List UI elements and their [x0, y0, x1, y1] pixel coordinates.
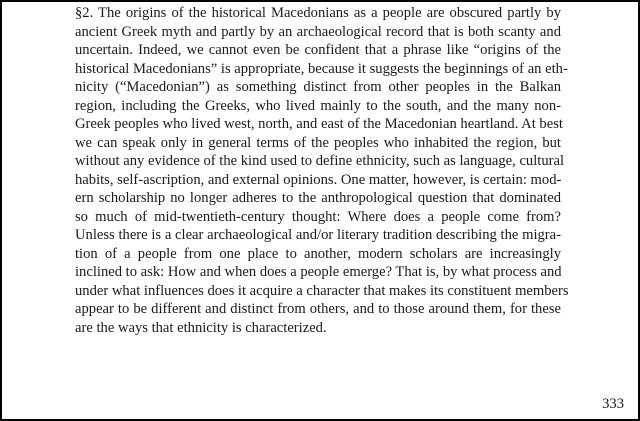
- text-line: are the ways that ethnicity is characterized.: [75, 319, 327, 336]
- text-line: habits, self-ascription, and external opinions. One matter, however, is certain: mod-: [75, 171, 562, 188]
- text-line: ern scholarship no longer adheres to the anthropological question that dominated: [75, 190, 561, 206]
- text-line: we can speak only in general terms of the peoples who inhabited the region, but: [75, 134, 561, 151]
- text-line: inclined to ask: How and when does a people emerge? That is, by what process and: [75, 264, 562, 280]
- text-line: nicity (“Macedonian”) as something distinct from other peoples in the Balkan: [75, 79, 561, 95]
- text-line: tion of a people from one place to another, modern scholars are increasingly: [75, 245, 561, 262]
- text-line: so much of mid-twentieth-century thought: Where does a people come from?: [75, 208, 561, 225]
- page-number: 333: [602, 396, 624, 412]
- text-line: without any evidence of the kind used to define ethnicity, such as language, cultural: [75, 153, 565, 169]
- body-paragraph: [75, 4, 569, 337]
- text-line: historical Macedonians” is appropriate, because it suggests the beginnings of an eth-: [75, 60, 568, 77]
- text-line: uncertain. Indeed, we cannot even be confident that a phrase like “origins of the: [75, 42, 561, 58]
- text-line: Greek peoples who lived west, north, and east of the Macedonian heartland. At best: [75, 116, 563, 132]
- text-line: ancient Greek myth and partly by an archaeological record that is both scanty and: [75, 23, 561, 40]
- text-line: Unless there is a clear archaeological and/or literary tradition describing the migra-: [75, 227, 561, 243]
- text-line: §2. The origins of the historical Macedonians as a people are obscured partly by: [75, 5, 561, 21]
- text-line: appear to be different and distinct from others, and to those around them, for these: [75, 301, 561, 317]
- text-line: under what influences does it acquire a character that makes its constituent members: [75, 282, 569, 299]
- text-line: region, including the Greeks, who lived mainly to the south, and the many non-: [75, 97, 561, 114]
